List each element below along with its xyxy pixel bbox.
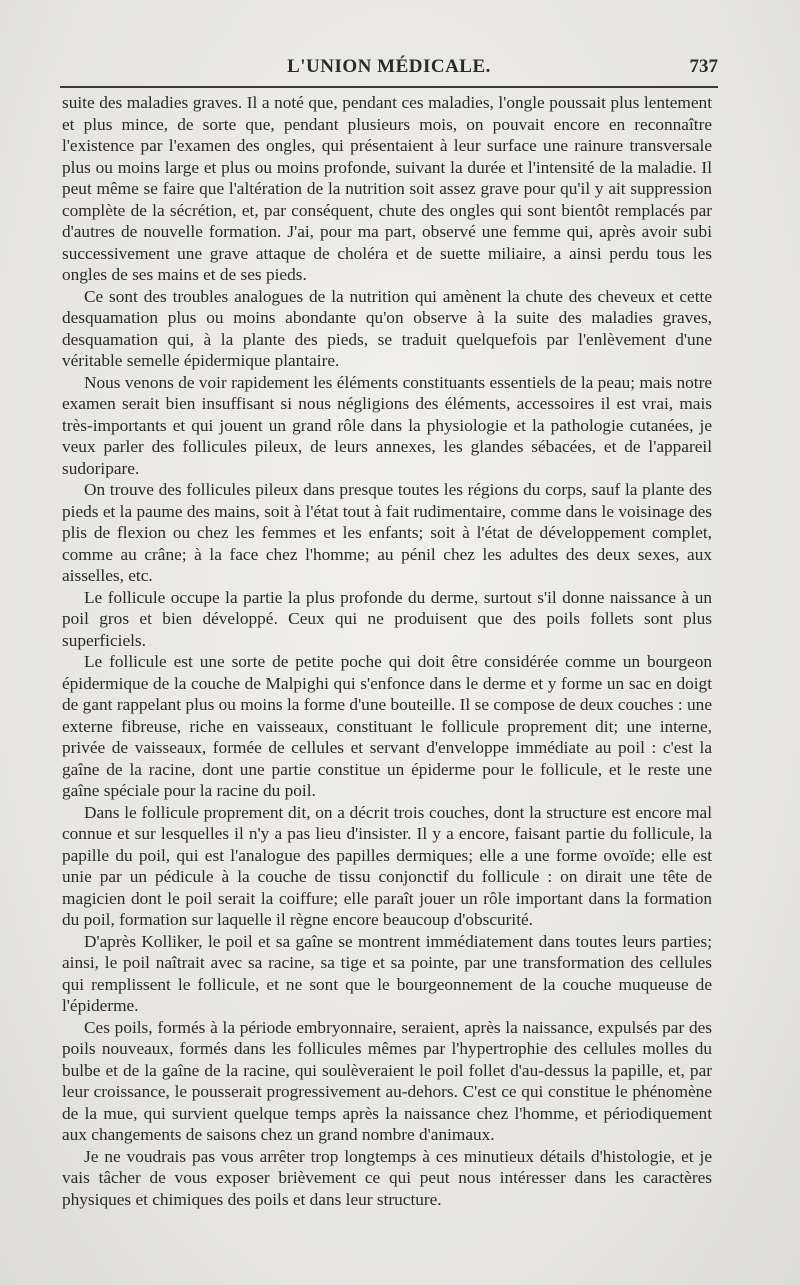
paragraph: Le follicule est une sorte de petite poche qui doit être considérée comme un bourgeon épidermique de la couche de Malpighi qui s'enfonce dans le derme et y forme un sac en doigt de gant rappelant plus ou moins la forme d'une bouteille. Il se compose de deux couches : une externe fibreuse, riche en vaisseaux, constituant le follicule proprement dit; une interne, privée de vaisseaux, formée de cellules et servant d'enveloppe immédiate au poil : c'est la gaîne de la racine, dont une partie constitue un épiderme pour le follicule, et le reste une gaîne spéciale pour la racine du poil. bbox=[62, 652, 712, 800]
paragraph: Ces poils, formés à la période embryonnaire, seraient, après la naissance, expulsés par des poils nouveaux, formés dans les follicules mêmes par l'hypertrophie des cellules molles du bulbe et de la gaîne de la racine, qui soulèveraient le poil follet d'au-dessus la papille, et, par leur croissance, le pousserait progressivement au-dehors. C'est ce qui constitue le phénomène de la mue, qui survient quelque temps après la naissance chez l'homme, et périodiquement aux changements de saisons chez un grand nombre d'animaux. bbox=[62, 1017, 712, 1144]
body-text bbox=[62, 92, 712, 1210]
paragraph: D'après Kolliker, le poil et sa gaîne se montrent immédiatement dans toutes leurs parties; ainsi, le poil naîtrait avec sa racine, sa tige et sa pointe, par une transformation des cellules qui remplissent le follicule, et ne sont que le bourgeonnement de la couche muqueuse de l'épiderme. bbox=[62, 931, 712, 1015]
paragraph: Dans le follicule proprement dit, on a décrit trois couches, dont la structure est encore mal connue et sur lesquelles il n'y a pas lieu d'insister. Il y a encore, faisant partie du follicule, la papille du poil, qui est l'analogue des papilles dermiques; elle a une forme ovoïde; elle est unie par un pédicule à la couche de tissu conjonctif du follicule : on dirait une tête de magicien dont le poil serait la coiffure; elle paraît jouer un rôle important dans la formation du poil, formation sur laquelle il règne encore beaucoup d'obscurité. bbox=[62, 802, 712, 929]
running-title: L'UNION MÉDICALE. bbox=[287, 56, 491, 77]
paragraph: Nous venons de voir rapidement les éléments constituants essentiels de la peau; mais notre examen serait bien insuffisant si nous négligions des éléments, accessoires il est vrai, mais très-importants et qui jouent un grand rôle dans la physiologie et la pathologie cutanées, je veux parler des follicules pileux, de leurs annexes, les glandes sébacées, et de l'appareil sudoripare. bbox=[62, 372, 712, 478]
paragraph: suite des maladies graves. Il a noté que, pendant ces maladies, l'ongle poussait plus lentement et plus mince, de sorte que, pendant plusieurs mois, on pouvait encore en reconnaître l'existence par l'examen des ongles, qui présentaient à leur surface une rainure transversale plus ou moins large et plus ou moins profonde, suivant la durée et l'intensité de la maladie. Il peut même se faire que l'altération de la nutrition soit assez grave pour qu'il y ait suppression complète de la sécrétion, et, par conséquent, chute des ongles qui sont bientôt remplacés par d'autres de nouvelle formation. J'ai, pour ma part, observé une femme qui, après avoir subi successivement une grave attaque de choléra et de suette miliaire, a ainsi perdu tous les ongles de ses mains et de ses pieds. bbox=[62, 93, 712, 284]
paragraph: Le follicule occupe la partie la plus profonde du derme, surtout s'il donne naissance à un poil gros et bien développé. Ceux qui ne produisent que des poils follets sont plus superficiels. bbox=[62, 587, 712, 650]
paragraph: On trouve des follicules pileux dans presque toutes les régions du corps, sauf la plante des pieds et la paume des mains, soit à l'état tout à fait rudimentaire, comme dans le voisinage des plis de flexion ou chez les femmes et les enfants; soit à l'état de développement complet, comme au crâne; à la face chez l'homme; au pénil chez les adultes des deux sexes, aux aisselles, etc. bbox=[62, 480, 712, 585]
paragraph: Je ne voudrais pas vous arrêter trop longtemps à ces minutieux détails d'histologie, et je vais tâcher de vous exposer brièvement ce qui peut nous intéresser dans les caractères physiques et chimiques des poils et dans leur structure. bbox=[62, 1146, 712, 1209]
page-header bbox=[60, 50, 718, 80]
header-rule bbox=[60, 86, 718, 88]
page-number: 737 bbox=[689, 56, 718, 77]
paragraph: Ce sont des troubles analogues de la nutrition qui amènent la chute des cheveux et cette desquamation plus ou moins abondante qu'on observe à la suite des maladies graves, desquamation qui, à la plante des pieds, se traduit quelquefois par l'enlèvement d'une véritable semelle épidermique plantaire. bbox=[62, 286, 712, 370]
